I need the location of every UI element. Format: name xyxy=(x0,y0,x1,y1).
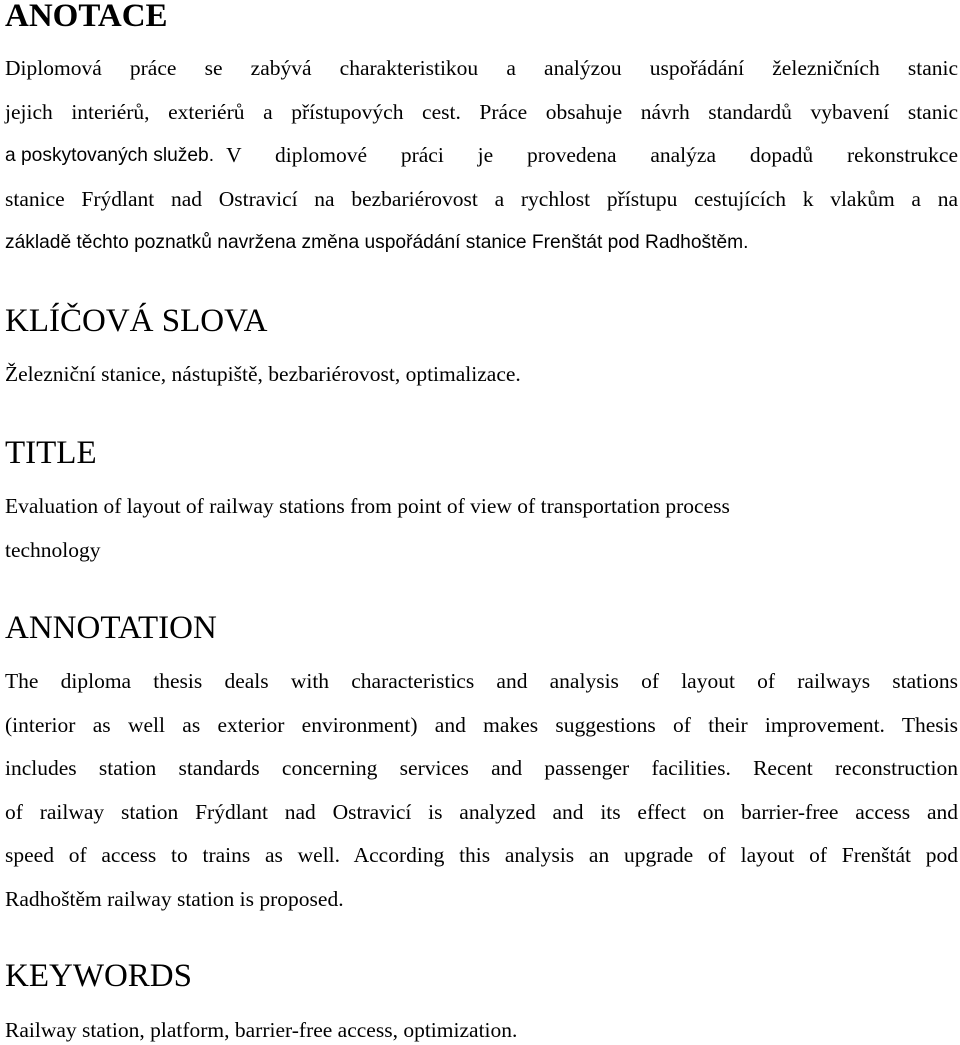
klicova-slova-heading: KLÍČOVÁ SLOVA xyxy=(5,303,268,339)
annotation-line-4: of railway station Frýdlant nad Ostravicí is analyzed and its effect on barrier-free access and xyxy=(5,799,958,824)
anotace-line-5: základě těchto poznatků navržena změna uspořádání stanice Frenštát pod Radhoštěm. xyxy=(5,232,749,253)
anotace-heading: ANOTACE xyxy=(5,0,168,34)
annotation-line-6: Radhoštěm railway station is proposed. xyxy=(5,886,344,911)
annotation-line-3: includes station standards concerning services and passenger facilities. Recent reconstruction xyxy=(5,756,958,780)
annotation-line-5: speed of access to trains as well. According this analysis an upgrade of layout of Frenštát pod xyxy=(5,843,958,867)
annotation-line-1: The diploma thesis deals with characteristics and analysis of layout of railways stations xyxy=(5,669,958,693)
anotace-line-3b: V diplomové práci je provedena analýza dopadů rekonstrukce xyxy=(226,143,958,167)
anotace-line-3a: a poskytovaných služeb. xyxy=(5,145,215,166)
title-paragraph xyxy=(5,485,958,572)
annotation-line-2: (interior as well as exterior environment) and makes suggestions of their improvement. Thesis xyxy=(5,712,958,737)
klicova-slova-text: Železniční stanice, nástupiště, bezbariérovost, optimalizace. xyxy=(5,362,521,386)
anotace-line-1: Diplomová práce se zabývá charakteristikou a analýzou uspořádání železničních stanic xyxy=(5,56,958,80)
keywords-text: Railway station, platform, barrier-free access, optimization. xyxy=(5,1018,518,1042)
title-line-2: technology xyxy=(5,537,101,562)
annotation-heading: ANNOTATION xyxy=(5,610,217,646)
anotace-line-2: jejich interiérů, exteriérů a přístupových cest. Práce obsahuje návrh standardů vybavení stanic xyxy=(5,99,958,124)
title-line-1: Evaluation of layout of railway stations from point of view of transportation process xyxy=(5,494,730,518)
anotace-line-3-row xyxy=(5,134,958,178)
anotace-line-4: stanice Frýdlant nad Ostravicí na bezbariérovost a rychlost přístupu cestujících k vlakům a na xyxy=(5,186,958,211)
annotation-paragraph xyxy=(5,660,958,921)
title-heading: TITLE xyxy=(5,435,97,471)
keywords-heading: KEYWORDS xyxy=(5,958,192,994)
anotace-paragraph xyxy=(5,47,958,265)
